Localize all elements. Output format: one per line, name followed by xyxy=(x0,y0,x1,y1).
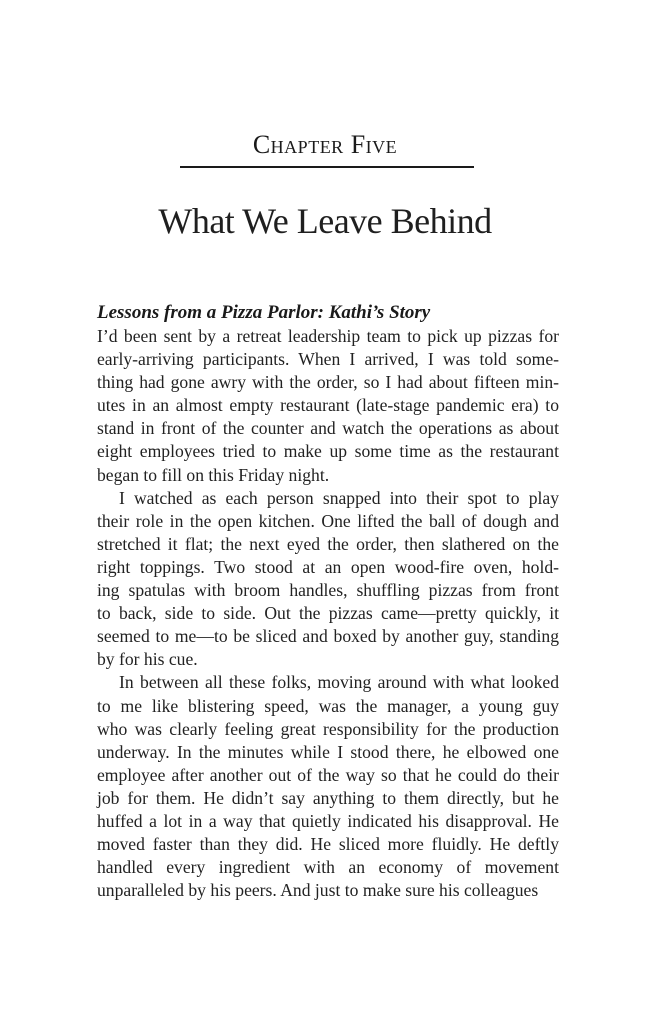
text-line: moved faster than they did. He sliced more fluidly. He deftly xyxy=(97,834,559,855)
text-line: right toppings. Two stood at an open wood-fire oven, hold- xyxy=(97,556,559,577)
text-line: job for them. He didn’t say anything to them directly, but he xyxy=(97,787,559,808)
text-line: early-arriving participants. When I arrived, I was told some- xyxy=(97,349,559,370)
text-line: unparalleled by his peers. And just to make sure his colleagues xyxy=(97,880,539,901)
body-paragraph xyxy=(97,487,559,672)
text-line: underway. In the minutes while I stood there, he elbowed one xyxy=(97,741,559,762)
text-line: thing had gone awry with the order, so I had about fifteen min- xyxy=(97,372,559,393)
text-line: utes in an almost empty restaurant (late-stage pandemic era) to xyxy=(97,395,559,416)
text-line: stand in front of the counter and watch the operations as about xyxy=(97,418,559,439)
body-text xyxy=(97,325,559,902)
text-line: who was clearly feeling great responsibility for the production xyxy=(97,718,559,739)
text-line: employee after another out of the way so that he could do their xyxy=(97,764,559,785)
chapter-label: Chapter Five xyxy=(252,130,398,159)
text-line: began to fill on this Friday night. xyxy=(97,464,330,485)
text-line: In between all these folks, moving around with what looked xyxy=(119,672,559,693)
text-line: ing spatulas with broom handles, shuffling pizzas from front xyxy=(97,580,559,601)
text-line: eight employees tried to make up some time as the restaurant xyxy=(97,441,559,462)
body-paragraph xyxy=(97,671,559,902)
text-line: handled every ingredient with an economy of movement xyxy=(97,857,559,878)
section-heading: Lessons from a Pizza Parlor: Kathi’s Story xyxy=(97,302,431,323)
text-line: seemed to me—to be sliced and boxed by another guy, standing xyxy=(97,626,559,647)
chapter-rule-divider xyxy=(180,166,474,168)
text-line: to me like blistering speed, was the manager, a young guy xyxy=(97,695,559,716)
text-line: I watched as each person snapped into their spot to play xyxy=(119,487,559,508)
body-paragraph xyxy=(97,325,559,487)
text-line: their role in the open kitchen. One lifted the ball of dough and xyxy=(97,510,559,531)
text-line: I’d been sent by a retreat leadership team to pick up pizzas for xyxy=(97,326,559,346)
text-line: to back, side to side. Out the pizzas came—pretty quickly, it xyxy=(97,603,559,624)
text-line: by for his cue. xyxy=(97,649,198,670)
text-line: huffed a lot in a way that quietly indicated his disapproval. He xyxy=(97,810,559,831)
text-line: stretched it flat; the next eyed the order, then slathered on the xyxy=(97,533,559,554)
chapter-title: What We Leave Behind xyxy=(158,201,492,241)
